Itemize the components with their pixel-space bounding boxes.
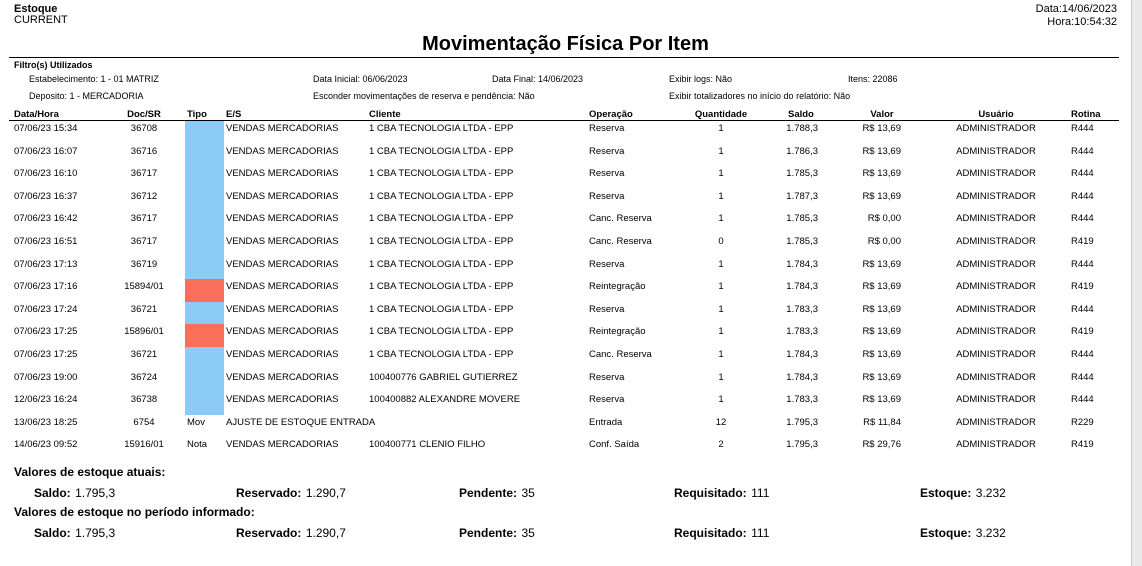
cell-doc-sr: 36717 (130, 168, 158, 180)
reservado-label: Reservado: (236, 486, 302, 500)
cell-rotina: R419 (1071, 326, 1094, 338)
cell-valor: R$ 11,84 (863, 416, 901, 428)
cell-tipo: Nota (187, 439, 208, 451)
company-name: CURRENT (14, 14, 68, 26)
cell-rotina: R444 (1071, 371, 1094, 383)
cell-data-hora: 13/06/23 18:25 (14, 416, 78, 428)
cell-usuario: ADMINISTRADOR (956, 349, 1036, 360)
cell-doc-sr: 36721 (130, 349, 158, 360)
pendente-value: 35 (521, 486, 535, 500)
cell-quantidade: 1 (718, 303, 724, 315)
col-quantidade: Quantidade (694, 109, 748, 120)
cell-doc-sr: 36717 (130, 213, 158, 225)
tipo-highlight (185, 211, 224, 234)
cell-valor: R$ 13,69 (862, 168, 901, 180)
cell-data-hora: 07/06/23 17:24 (14, 303, 78, 315)
cell-valor: R$ 13,69 (862, 349, 901, 360)
tipo-highlight (185, 370, 224, 393)
header-divider (9, 57, 1119, 58)
cell-quantidade: 1 (718, 190, 724, 202)
cell-cliente: 1 CBA TECNOLOGIA LTDA - EPP (369, 168, 514, 180)
col-doc-sr: Doc/SR (127, 109, 161, 120)
requisitado-value: 111 (751, 526, 770, 540)
cell-saldo: 1.795,3 (786, 439, 818, 451)
cell-quantidade: 1 (718, 145, 724, 157)
col-es: E/S (226, 109, 242, 120)
tipo-highlight (185, 302, 224, 325)
cell-es: VENDAS MERCADORIAS (226, 371, 339, 383)
cell-saldo: 1.783,3 (786, 326, 818, 338)
pendente-value: 35 (521, 526, 535, 540)
cell-quantidade: 1 (718, 213, 724, 225)
cell-rotina: R419 (1071, 236, 1094, 247)
cell-saldo: 1.783,3 (786, 394, 818, 406)
cell-quantidade: 12 (715, 416, 727, 428)
totals-current-saldo (34, 484, 115, 502)
pendente-label: Pendente: (459, 486, 518, 500)
cell-rotina: R444 (1071, 168, 1094, 180)
tipo-highlight (185, 324, 224, 347)
cell-operacao: Reserva (589, 258, 625, 270)
cell-es: VENDAS MERCADORIAS (226, 213, 339, 225)
cell-operacao: Reintegração (589, 281, 646, 293)
page-title: Movimentação Física Por Item (422, 33, 709, 55)
cell-es: VENDAS MERCADORIAS (226, 303, 339, 315)
filter-exibir-totalizadores: Exibir totalizadores no início do relatório: Não (669, 91, 851, 101)
cell-operacao: Canc. Reserva (589, 213, 652, 225)
col-tipo: Tipo (187, 109, 207, 120)
saldo-label: Saldo: (34, 486, 71, 500)
cell-valor: R$ 13,69 (862, 326, 901, 338)
cell-data-hora: 07/06/23 16:07 (14, 145, 78, 157)
filters-heading: Filtro(s) Utilizados (14, 60, 93, 70)
cell-es: VENDAS MERCADORIAS (226, 145, 339, 157)
cell-es: VENDAS MERCADORIAS (226, 394, 339, 406)
filter-estabelecimento: Estabelecimento: 1 - 01 MATRIZ (29, 74, 159, 84)
cell-operacao: Canc. Reserva (589, 236, 652, 247)
cell-doc-sr: 15894/01 (124, 281, 164, 293)
cell-doc-sr: 36719 (130, 258, 158, 270)
cell-data-hora: 07/06/23 16:10 (14, 168, 78, 180)
cell-usuario: ADMINISTRADOR (956, 123, 1036, 134)
cell-rotina: R419 (1071, 439, 1094, 451)
saldo-label: Saldo: (34, 526, 71, 540)
report-date: Data:14/06/2023 (1035, 3, 1117, 15)
cell-usuario: ADMINISTRADOR (956, 371, 1036, 383)
cell-doc-sr: 36716 (130, 145, 158, 157)
cell-operacao: Reserva (589, 123, 625, 134)
cell-usuario: ADMINISTRADOR (956, 303, 1036, 315)
tipo-highlight (185, 121, 224, 144)
cell-usuario: ADMINISTRADOR (956, 416, 1036, 428)
saldo-value: 1.795,3 (75, 486, 116, 500)
col-rotina: Rotina (1071, 109, 1101, 120)
cell-es: AJUSTE DE ESTOQUE ENTRADA (226, 416, 376, 428)
cell-data-hora: 07/06/23 16:42 (14, 213, 78, 225)
cell-usuario: ADMINISTRADOR (956, 190, 1036, 202)
table-header-divider (9, 120, 1119, 121)
cell-rotina: R444 (1071, 394, 1094, 406)
cell-valor: R$ 13,69 (862, 303, 901, 315)
cell-doc-sr: 36708 (130, 123, 158, 134)
cell-usuario: ADMINISTRADOR (956, 168, 1036, 180)
cell-tipo: Mov (187, 416, 205, 428)
totals-current-requisitado (674, 484, 769, 502)
cell-operacao: Reserva (589, 190, 625, 202)
cell-cliente: 1 CBA TECNOLOGIA LTDA - EPP (369, 190, 514, 202)
requisitado-label: Requisitado: (674, 526, 747, 540)
col-operacao: Operação (589, 109, 633, 120)
cell-saldo: 1.795,3 (786, 416, 818, 428)
col-cliente: Cliente (369, 109, 401, 120)
cell-saldo: 1.783,3 (786, 303, 818, 315)
cell-es: VENDAS MERCADORIAS (226, 439, 339, 451)
cell-valor: R$ 13,69 (862, 281, 901, 293)
cell-saldo: 1.785,3 (786, 236, 818, 247)
requisitado-value: 111 (751, 486, 770, 500)
cell-quantidade: 1 (718, 326, 724, 338)
cell-saldo: 1.784,3 (786, 371, 818, 383)
cell-usuario: ADMINISTRADOR (956, 236, 1036, 247)
totals-current-estoque (920, 484, 1006, 502)
cell-doc-sr: 6754 (133, 416, 155, 428)
cell-rotina: R419 (1071, 281, 1094, 293)
cell-cliente: 1 CBA TECNOLOGIA LTDA - EPP (369, 123, 514, 134)
cell-operacao: Reserva (589, 145, 625, 157)
cell-valor: R$ 13,69 (862, 258, 901, 270)
cell-saldo: 1.785,3 (786, 213, 818, 225)
filter-itens: Itens: 22086 (848, 74, 898, 84)
totals-current-reservado (236, 484, 346, 502)
cell-operacao: Reserva (589, 371, 625, 383)
cell-saldo: 1.784,3 (786, 349, 818, 360)
cell-operacao: Reserva (589, 303, 625, 315)
tipo-highlight (185, 166, 224, 189)
cell-es: VENDAS MERCADORIAS (226, 258, 339, 270)
saldo-value: 1.795,3 (75, 526, 116, 540)
module-name: Estoque (14, 3, 58, 15)
cell-cliente: 1 CBA TECNOLOGIA LTDA - EPP (369, 213, 514, 225)
cell-doc-sr: 36724 (130, 371, 158, 383)
cell-valor: R$ 13,69 (862, 371, 901, 383)
reservado-value: 1.290,7 (305, 526, 346, 540)
cell-data-hora: 07/06/23 16:51 (14, 236, 78, 247)
cell-es: VENDAS MERCADORIAS (226, 349, 339, 360)
cell-rotina: R444 (1071, 258, 1094, 270)
cell-cliente: 1 CBA TECNOLOGIA LTDA - EPP (369, 145, 514, 157)
cell-cliente: 1 CBA TECNOLOGIA LTDA - EPP (369, 236, 514, 247)
cell-data-hora: 07/06/23 17:25 (14, 349, 78, 360)
cell-data-hora: 07/06/23 15:34 (14, 123, 78, 134)
cell-data-hora: 07/06/23 17:25 (14, 326, 78, 338)
cell-cliente: 1 CBA TECNOLOGIA LTDA - EPP (369, 349, 514, 360)
cell-saldo: 1.786,3 (786, 145, 818, 157)
cell-es: VENDAS MERCADORIAS (226, 123, 339, 134)
estoque-value: 3.232 (975, 526, 1006, 540)
cell-rotina: R444 (1071, 349, 1094, 360)
cell-rotina: R444 (1071, 213, 1094, 225)
cell-valor: R$ 29,76 (862, 439, 901, 451)
cell-valor: R$ 13,69 (862, 123, 901, 134)
cell-operacao: Canc. Reserva (589, 349, 652, 360)
cell-doc-sr: 36738 (130, 394, 158, 406)
cell-rotina: R444 (1071, 303, 1094, 315)
totals-period-saldo (34, 524, 115, 542)
cell-rotina: R444 (1071, 190, 1094, 202)
estoque-value: 3.232 (975, 486, 1006, 500)
cell-doc-sr: 36721 (130, 303, 158, 315)
pendente-label: Pendente: (459, 526, 518, 540)
cell-rotina: R444 (1071, 145, 1094, 157)
cell-quantidade: 1 (718, 258, 724, 270)
cell-usuario: ADMINISTRADOR (956, 213, 1036, 225)
tipo-highlight (185, 279, 224, 302)
cell-es: VENDAS MERCADORIAS (226, 236, 339, 247)
tipo-highlight (185, 257, 224, 280)
tipo-highlight (185, 189, 224, 212)
cell-valor: R$ 13,69 (862, 190, 901, 202)
cell-data-hora: 07/06/23 19:00 (14, 371, 78, 383)
totals-current-heading: Valores de estoque atuais: (14, 465, 166, 479)
cell-valor: R$ 13,69 (862, 394, 901, 406)
cell-doc-sr: 15916/01 (124, 439, 164, 451)
totals-period-heading: Valores de estoque no período informado: (14, 505, 255, 519)
cell-es: VENDAS MERCADORIAS (226, 190, 339, 202)
cell-es: VENDAS MERCADORIAS (226, 326, 339, 338)
cell-doc-sr: 15896/01 (124, 326, 164, 338)
cell-data-hora: 14/06/23 09:52 (14, 439, 78, 451)
cell-operacao: Reserva (589, 394, 625, 406)
filter-exibir-logs: Exibir logs: Não (669, 74, 733, 84)
cell-operacao: Conf. Saída (589, 439, 640, 451)
cell-quantidade: 1 (718, 349, 724, 360)
cell-cliente: 1 CBA TECNOLOGIA LTDA - EPP (369, 326, 514, 338)
cell-saldo: 1.784,3 (786, 281, 818, 293)
cell-usuario: ADMINISTRADOR (956, 326, 1036, 338)
col-valor: Valor (870, 109, 894, 120)
cell-usuario: ADMINISTRADOR (956, 258, 1036, 270)
cell-es: VENDAS MERCADORIAS (226, 168, 339, 180)
cell-quantidade: 1 (718, 281, 724, 293)
cell-cliente: 1 CBA TECNOLOGIA LTDA - EPP (369, 258, 514, 270)
cell-cliente: 100400882 ALEXANDRE MOVERE (369, 394, 521, 406)
cell-quantidade: 0 (718, 236, 724, 247)
tipo-highlight (185, 392, 224, 415)
cell-saldo: 1.788,3 (786, 123, 818, 134)
cell-data-hora: 12/06/23 16:24 (14, 394, 78, 406)
cell-quantidade: 2 (718, 439, 724, 451)
cell-data-hora: 07/06/23 17:16 (14, 281, 78, 293)
cell-valor: R$ 0,00 (867, 213, 901, 225)
cell-saldo: 1.787,3 (786, 190, 818, 202)
cell-quantidade: 1 (718, 371, 724, 383)
cell-rotina: R229 (1071, 416, 1094, 428)
col-usuario: Usuário (978, 109, 1014, 120)
col-saldo: Saldo (788, 109, 814, 120)
filter-data-final: Data Final: 14/06/2023 (492, 74, 584, 84)
cell-quantidade: 1 (718, 168, 724, 180)
cell-data-hora: 07/06/23 16:37 (14, 190, 78, 202)
estoque-label: Estoque: (920, 526, 972, 540)
totals-period-estoque (920, 524, 1006, 542)
tipo-highlight (185, 144, 224, 167)
totals-period-pendente (459, 524, 535, 542)
totals-current-pendente (459, 484, 535, 502)
requisitado-label: Requisitado: (674, 486, 747, 500)
cell-operacao: Reintegração (589, 326, 646, 338)
cell-quantidade: 1 (718, 123, 724, 134)
cell-operacao: Reserva (589, 168, 625, 180)
reservado-label: Reservado: (236, 526, 302, 540)
cell-cliente: 100400776 GABRIEL GUTIERREZ (369, 371, 518, 383)
estoque-label: Estoque: (920, 486, 972, 500)
totals-period-requisitado (674, 524, 769, 542)
cell-data-hora: 07/06/23 17:13 (14, 258, 78, 270)
tipo-highlight (185, 347, 224, 370)
tipo-highlight (185, 234, 224, 257)
cell-valor: R$ 0,00 (867, 236, 901, 247)
cell-cliente: 1 CBA TECNOLOGIA LTDA - EPP (369, 281, 514, 293)
cell-usuario: ADMINISTRADOR (956, 439, 1036, 451)
cell-cliente: 100400771 CLENIO FILHO (369, 439, 486, 451)
reservado-value: 1.290,7 (305, 486, 346, 500)
cell-rotina: R444 (1071, 123, 1094, 134)
filter-data-inicial: Data Inicial: 06/06/2023 (313, 74, 408, 84)
cell-quantidade: 1 (718, 394, 724, 406)
cell-cliente: 1 CBA TECNOLOGIA LTDA - EPP (369, 303, 514, 315)
cell-usuario: ADMINISTRADOR (956, 281, 1036, 293)
cell-operacao: Entrada (589, 416, 623, 428)
filter-esconder: Esconder movimentações de reserva e pendência: Não (313, 91, 535, 101)
cell-usuario: ADMINISTRADOR (956, 394, 1036, 406)
cell-usuario: ADMINISTRADOR (956, 145, 1036, 157)
cell-valor: R$ 13,69 (862, 145, 901, 157)
cell-doc-sr: 36717 (130, 236, 158, 247)
cell-doc-sr: 36712 (130, 190, 158, 202)
report-time: Hora:10:54:32 (1047, 16, 1117, 28)
filter-deposito: Deposito: 1 - MERCADORIA (29, 91, 144, 101)
col-data-hora: Data/Hora (14, 109, 59, 120)
cell-es: VENDAS MERCADORIAS (226, 281, 339, 293)
totals-period-reservado (236, 524, 346, 542)
cell-saldo: 1.785,3 (786, 168, 818, 180)
cell-saldo: 1.784,3 (786, 258, 818, 270)
